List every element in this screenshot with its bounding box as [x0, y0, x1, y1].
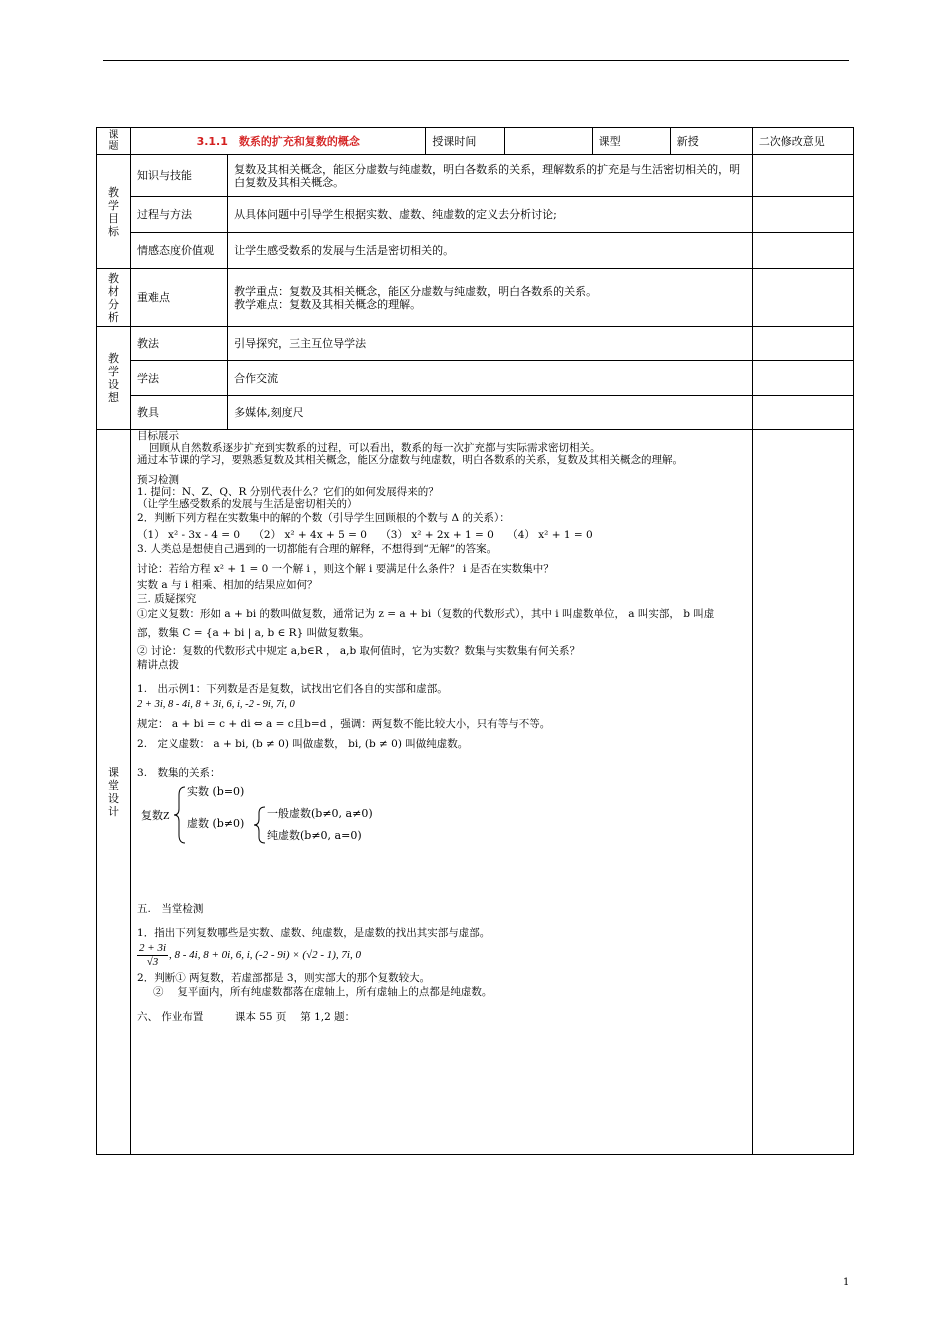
check-expression	[137, 942, 746, 969]
check-question: 1．指出下列复数哪些是实数、虚数、纯虚数，是虚数的找出其实部与虚部。	[137, 927, 491, 939]
equation: （2） x² + 4x + 5 = 0	[253, 529, 367, 541]
number-set-diagram	[139, 781, 399, 845]
plan-label: 教 学 设 想	[97, 327, 131, 430]
explore-title: 三. 质疑探究	[137, 593, 197, 605]
example: 2. 定义虚数： a + bi, (b ≠ 0) 叫做虚数， bi, (b ≠ 0) 叫做纯虚数。	[137, 738, 469, 750]
key-point-line: 教学重点：复数及其相关概念，能区分虚数与纯虚数，明白各数系的关系。	[234, 284, 598, 298]
objective-row	[97, 155, 854, 197]
goal-title: 目标展示	[137, 430, 180, 442]
tree-imag: 虚数 (b≠0)	[187, 817, 245, 830]
revise-label: 二次修改意见	[752, 128, 853, 155]
plan-item-text: 合作交流	[228, 361, 753, 396]
lesson-title: 3.1.1 数系的扩充和复数的概念	[131, 128, 426, 155]
plan-item-label: 教具	[131, 396, 228, 430]
preview-title: 预习检测	[137, 474, 180, 486]
spacer	[137, 999, 746, 1011]
objective-label: 情感态度价值观	[131, 233, 228, 269]
homework: 六、 作业布置 课本 55 页 第 1,2 题：	[137, 1011, 356, 1023]
check-title: 五. 当堂检测	[137, 903, 204, 915]
preview-note: （让学生感受数系的发展与生活是密切相关的）	[137, 498, 358, 510]
revise-cell	[752, 396, 853, 430]
tree-real: 实数 (b=0)	[187, 785, 245, 798]
goal-text: 回顾从自然数系逐步扩充到实数系的过程，可以看出，数系的每一次扩充都与实际需求密切相关。	[149, 442, 601, 454]
preview-question: 3. 人类总是想使自己遇到的一切都能有合理的解释，不想得到“无解”的答案。	[137, 543, 498, 555]
discussion: ② 讨论：复数的代数形式中规定 a,b∈R ， a,b 取何值时，它为实数？数集与实数集有何关系？	[137, 645, 581, 657]
design-row	[97, 430, 854, 1155]
page-number: 1	[843, 1277, 850, 1288]
objective-label: 知识与技能	[131, 155, 228, 197]
revise-cell	[752, 197, 853, 233]
analysis-row	[97, 269, 854, 327]
example: 3. 数集的关系：	[137, 767, 221, 779]
objective-text: 从具体问题中引导学生根据实数、虚数、纯虚数的定义去分析讨论;	[228, 197, 753, 233]
design-content	[131, 430, 753, 1155]
plan-row	[97, 396, 854, 430]
tree-pure: 纯虚数(b≠0, a=0)	[267, 829, 362, 842]
definition: 部，数集 C = {a + bi | a, b ∈ R} 叫做复数集。	[137, 627, 370, 639]
check-question: 2．判断① 两复数，若虚部都是 3，则实部大的那个复数较大。	[137, 972, 431, 984]
lesson-plan-table	[96, 127, 854, 1155]
rule: 规定： a + bi = c + di ⇔ a = c且b=d ，强调：两复数不能比较大小，只有等与不等。	[137, 718, 551, 730]
discussion: 实数 a 与 i 相乘、相加的结果应如何？	[137, 579, 318, 591]
objective-text: 让学生感受数系的发展与生活是密切相关的。	[228, 233, 753, 269]
difficult-point-line: 教学难点：复数及其相关概念的理解。	[234, 297, 422, 311]
key-points-label: 重难点	[131, 269, 228, 327]
brace	[254, 807, 265, 843]
title-row	[97, 128, 854, 155]
preview-question: 2．判断下列方程在实数集中的解的个数（引导学生回顾根的个数与 Δ 的关系）：	[137, 512, 510, 524]
plan-item-label: 学法	[131, 361, 228, 396]
fraction-numerator: 2 + 3i	[139, 942, 167, 954]
preview-question: 1. 提问：N、Z、Q、R 分别代表什么？它们的如何发展得来的？	[137, 486, 439, 498]
objective-label: 过程与方法	[131, 197, 228, 233]
analysis-label: 教 材 分 析	[97, 269, 131, 327]
spacer	[137, 915, 746, 927]
expression-rest: , 8 - 4i, 8 + 0i, 6, i, (-2 - 9i) × (√2 - 1), 7i, 0	[169, 949, 361, 961]
discussion: 讨论：若给方程 x² + 1 = 0 一个解 i ，则这个解 i 要满足什么条件？ i 是否在实数集中？	[137, 563, 554, 575]
header-rule	[103, 60, 849, 61]
goal-text: 通过本节课的学习，要熟悉复数及其相关概念，能区分虚数与纯虚数，明白各数系的关系，复数及其相关概念的理解。	[137, 454, 684, 466]
type-label: 课型	[592, 128, 670, 155]
spacer	[137, 753, 746, 765]
fraction-denominator: √3	[146, 956, 159, 968]
equation-list	[137, 527, 746, 543]
equation: （4） x² + 1 = 0	[507, 529, 593, 541]
spacer	[137, 845, 746, 903]
revise-cell	[752, 233, 853, 269]
example: 1. 出示例1：下列数是否是复数，试找出它们各自的实部和虚部。	[137, 683, 448, 695]
definition: ①定义复数：形如 a + bi 的数叫做复数，通常记为 z = a + bi（复数的代数形式），其中 i 叫虚数单位， a 叫实部， b 叫虚	[137, 608, 715, 620]
example-list: 2 + 3i, 8 - 4i, 8 + 3i, 6, i, -2 - 9i, 7i, 0	[137, 699, 295, 710]
plan-row	[97, 361, 854, 396]
equation: （1） x² - 3x - 4 = 0	[137, 529, 241, 541]
spacer	[137, 671, 746, 681]
revise-cell	[752, 155, 853, 197]
objectives-label: 教 学 目 标	[97, 155, 131, 269]
time-label: 授课时间	[426, 128, 504, 155]
check-question: ② 复平面内，所有纯虚数都落在虚轴上，所有虚轴上的点都是纯虚数。	[153, 986, 493, 998]
points-title: 精讲点拨	[137, 659, 180, 671]
objective-text: 复数及其相关概念，能区分虚数与纯虚数，明白各数系的关系，理解数系的扩充是与生活密切相关的，明白复数及其相关概念。	[228, 155, 753, 197]
objective-row	[97, 233, 854, 269]
objective-row	[97, 197, 854, 233]
key-points-text	[228, 269, 753, 327]
revise-cell	[752, 430, 853, 1155]
plan-row	[97, 327, 854, 361]
spacer	[137, 466, 746, 474]
plan-item-text: 引导探究，三主互位导学法	[228, 327, 753, 361]
tree-general: 一般虚数(b≠0, a≠0)	[267, 807, 373, 820]
fraction	[137, 942, 168, 969]
equation: （3） x² + 2x + 1 = 0	[380, 529, 494, 541]
time-value	[504, 128, 592, 155]
brace	[174, 787, 185, 843]
plan-item-label: 教法	[131, 327, 228, 361]
course-label: 课 题	[97, 128, 131, 155]
revise-cell	[752, 361, 853, 396]
plan-item-text: 多媒体,刻度尺	[228, 396, 753, 430]
revise-cell	[752, 269, 853, 327]
revise-cell	[752, 327, 853, 361]
type-value: 新授	[670, 128, 752, 155]
design-label: 课 堂 设 计	[97, 430, 131, 1155]
tree-root: 复数Z	[141, 810, 170, 822]
